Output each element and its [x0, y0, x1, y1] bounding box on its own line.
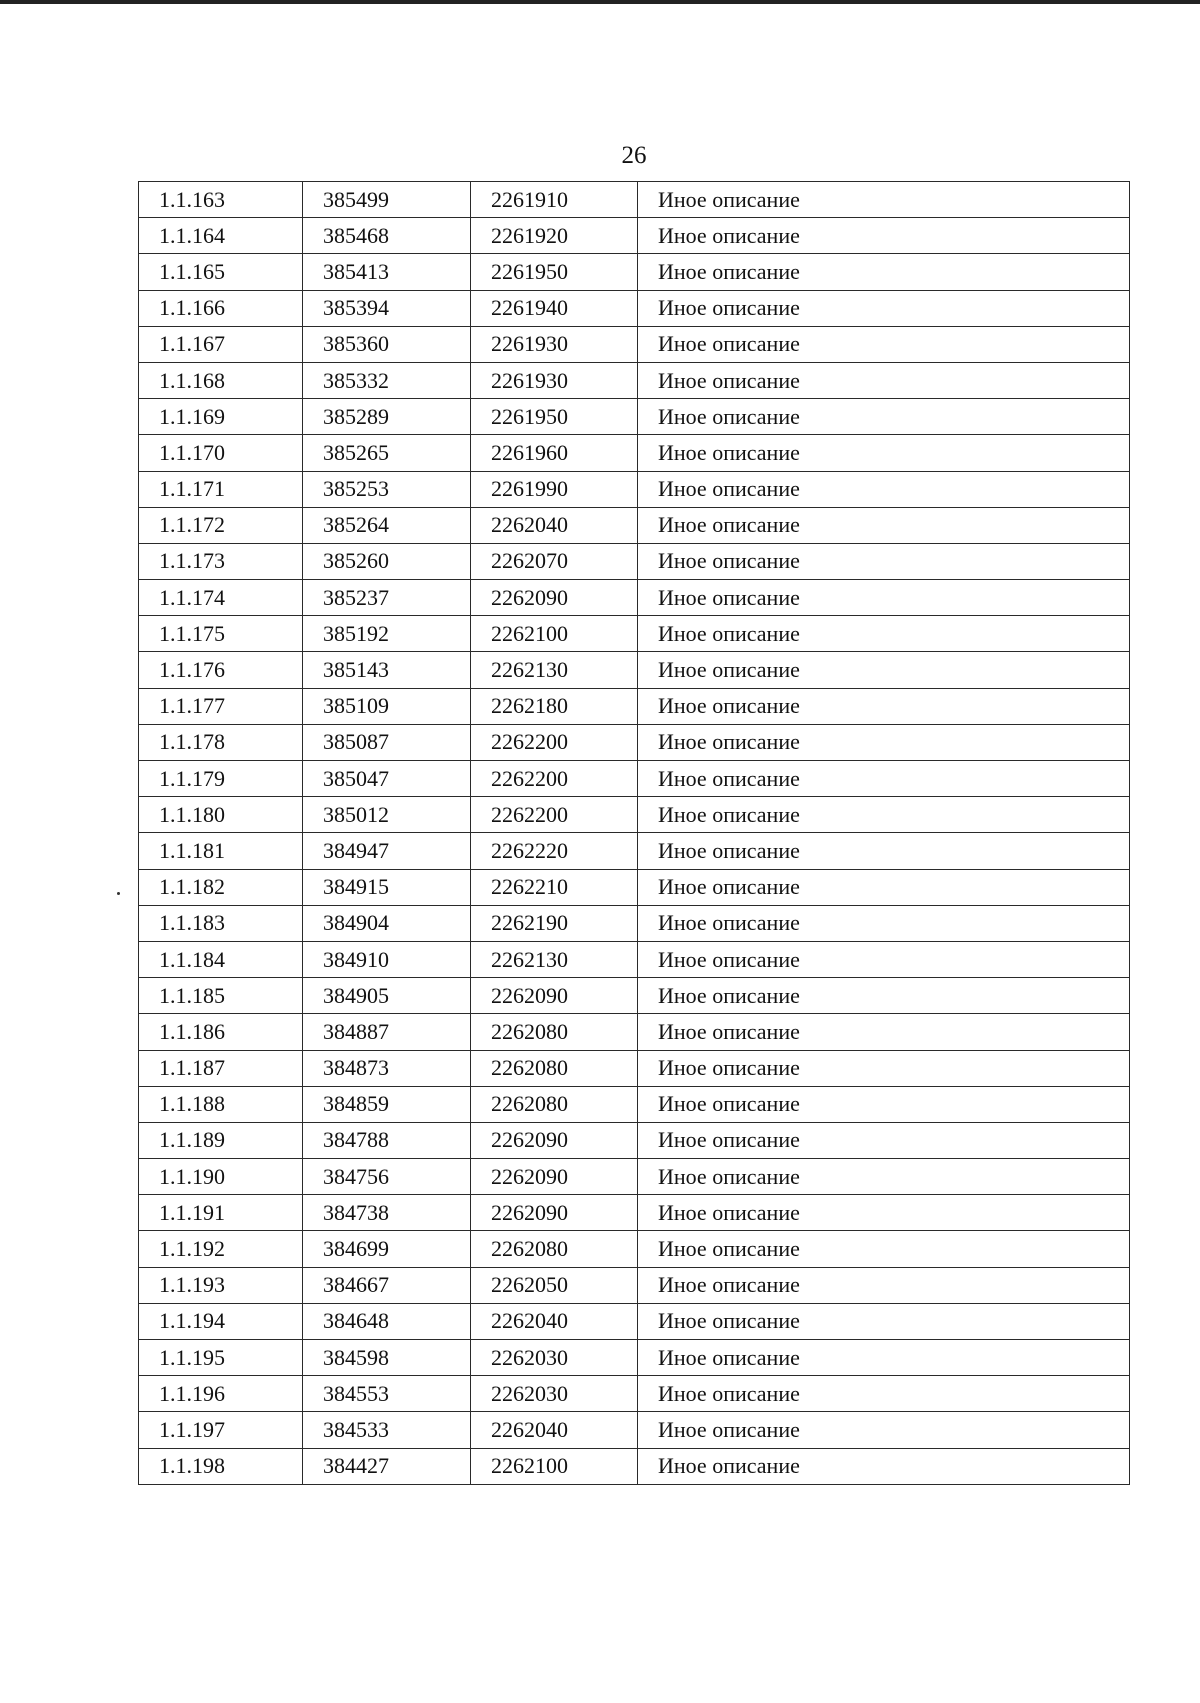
row-number-cell: 1.1.172	[139, 507, 303, 543]
row-number-cell: 1.1.180	[139, 797, 303, 833]
description-cell: Иное описание	[638, 1303, 1130, 1339]
description-cell: Иное описание	[638, 1122, 1130, 1158]
description-cell: Иное описание	[638, 1412, 1130, 1448]
y-coordinate-cell: 2262220	[471, 833, 638, 869]
y-coordinate-cell: 2262080	[471, 1231, 638, 1267]
y-coordinate-cell: 2262030	[471, 1340, 638, 1376]
x-coordinate-cell: 384533	[303, 1412, 471, 1448]
table-row	[139, 724, 1130, 760]
table-row	[139, 761, 1130, 797]
y-coordinate-cell: 2262190	[471, 905, 638, 941]
row-number-cell: 1.1.185	[139, 978, 303, 1014]
x-coordinate-cell: 385394	[303, 290, 471, 326]
x-coordinate-cell: 384738	[303, 1195, 471, 1231]
table-row	[139, 797, 1130, 833]
y-coordinate-cell: 2262080	[471, 1050, 638, 1086]
x-coordinate-cell: 384788	[303, 1122, 471, 1158]
y-coordinate-cell: 2261920	[471, 218, 638, 254]
description-cell: Иное описание	[638, 507, 1130, 543]
y-coordinate-cell: 2262050	[471, 1267, 638, 1303]
description-cell: Иное описание	[638, 543, 1130, 579]
description-cell: Иное описание	[638, 580, 1130, 616]
description-cell: Иное описание	[638, 869, 1130, 905]
row-number-cell: 1.1.184	[139, 941, 303, 977]
y-coordinate-cell: 2262070	[471, 543, 638, 579]
x-coordinate-cell: 385087	[303, 724, 471, 760]
x-coordinate-cell: 384756	[303, 1159, 471, 1195]
description-cell: Иное описание	[638, 435, 1130, 471]
row-number-cell: 1.1.176	[139, 652, 303, 688]
row-number-cell: 1.1.167	[139, 326, 303, 362]
x-coordinate-cell: 384553	[303, 1376, 471, 1412]
y-coordinate-cell: 2262200	[471, 724, 638, 760]
description-cell: Иное описание	[638, 833, 1130, 869]
x-coordinate-cell: 385264	[303, 507, 471, 543]
row-number-cell: 1.1.195	[139, 1340, 303, 1376]
description-cell: Иное описание	[638, 905, 1130, 941]
table-row	[139, 362, 1130, 398]
row-number-cell: 1.1.189	[139, 1122, 303, 1158]
y-coordinate-cell: 2262040	[471, 1412, 638, 1448]
description-cell: Иное описание	[638, 1014, 1130, 1050]
description-cell: Иное описание	[638, 1086, 1130, 1122]
row-number-cell: 1.1.163	[139, 182, 303, 218]
row-number-cell: 1.1.174	[139, 580, 303, 616]
x-coordinate-cell: 385047	[303, 761, 471, 797]
y-coordinate-cell: 2261910	[471, 182, 638, 218]
table-row	[139, 978, 1130, 1014]
x-coordinate-cell: 384915	[303, 869, 471, 905]
x-coordinate-cell: 384873	[303, 1050, 471, 1086]
x-coordinate-cell: 385289	[303, 399, 471, 435]
description-cell: Иное описание	[638, 1050, 1130, 1086]
x-coordinate-cell: 384947	[303, 833, 471, 869]
table-row	[139, 1303, 1130, 1339]
table-row	[139, 616, 1130, 652]
y-coordinate-cell: 2262040	[471, 1303, 638, 1339]
y-coordinate-cell: 2262090	[471, 1159, 638, 1195]
description-cell: Иное описание	[638, 652, 1130, 688]
x-coordinate-cell: 385360	[303, 326, 471, 362]
x-coordinate-cell: 385253	[303, 471, 471, 507]
description-cell: Иное описание	[638, 1231, 1130, 1267]
y-coordinate-cell: 2262100	[471, 616, 638, 652]
table-row	[139, 1376, 1130, 1412]
table-row	[139, 1050, 1130, 1086]
x-coordinate-cell: 384859	[303, 1086, 471, 1122]
table-row	[139, 507, 1130, 543]
y-coordinate-cell: 2262200	[471, 761, 638, 797]
description-cell: Иное описание	[638, 1195, 1130, 1231]
row-number-cell: 1.1.182	[139, 869, 303, 905]
row-number-cell: 1.1.198	[139, 1448, 303, 1484]
scan-border	[0, 0, 1200, 4]
row-number-cell: 1.1.187	[139, 1050, 303, 1086]
x-coordinate-cell: 385332	[303, 362, 471, 398]
description-cell: Иное описание	[638, 761, 1130, 797]
x-coordinate-cell: 385143	[303, 652, 471, 688]
scan-speck	[117, 892, 120, 895]
x-coordinate-cell: 384905	[303, 978, 471, 1014]
y-coordinate-cell: 2262090	[471, 580, 638, 616]
table-row	[139, 905, 1130, 941]
row-number-cell: 1.1.171	[139, 471, 303, 507]
page-number: 26	[621, 142, 647, 169]
table-row	[139, 1448, 1130, 1484]
description-cell: Иное описание	[638, 1376, 1130, 1412]
row-number-cell: 1.1.190	[139, 1159, 303, 1195]
table-row	[139, 652, 1130, 688]
table-row	[139, 1195, 1130, 1231]
description-cell: Иное описание	[638, 362, 1130, 398]
row-number-cell: 1.1.170	[139, 435, 303, 471]
y-coordinate-cell: 2262030	[471, 1376, 638, 1412]
y-coordinate-cell: 2262100	[471, 1448, 638, 1484]
x-coordinate-cell: 384904	[303, 905, 471, 941]
table-row	[139, 941, 1130, 977]
x-coordinate-cell: 385468	[303, 218, 471, 254]
table-row	[139, 182, 1130, 218]
y-coordinate-cell: 2262090	[471, 1122, 638, 1158]
table-row	[139, 254, 1130, 290]
row-number-cell: 1.1.197	[139, 1412, 303, 1448]
row-number-cell: 1.1.191	[139, 1195, 303, 1231]
table-row	[139, 399, 1130, 435]
y-coordinate-cell: 2261950	[471, 399, 638, 435]
x-coordinate-cell: 385237	[303, 580, 471, 616]
description-cell: Иное описание	[638, 941, 1130, 977]
x-coordinate-cell: 385192	[303, 616, 471, 652]
description-cell: Иное описание	[638, 182, 1130, 218]
description-cell: Иное описание	[638, 290, 1130, 326]
description-cell: Иное описание	[638, 1267, 1130, 1303]
x-coordinate-cell: 384910	[303, 941, 471, 977]
table-row	[139, 688, 1130, 724]
y-coordinate-cell: 2262080	[471, 1014, 638, 1050]
table-row	[139, 580, 1130, 616]
description-cell: Иное описание	[638, 688, 1130, 724]
table-row	[139, 290, 1130, 326]
row-number-cell: 1.1.193	[139, 1267, 303, 1303]
table-row	[139, 1231, 1130, 1267]
table-row	[139, 435, 1130, 471]
x-coordinate-cell: 384699	[303, 1231, 471, 1267]
y-coordinate-cell: 2262090	[471, 978, 638, 1014]
row-number-cell: 1.1.166	[139, 290, 303, 326]
y-coordinate-cell: 2261990	[471, 471, 638, 507]
row-number-cell: 1.1.169	[139, 399, 303, 435]
coordinates-table	[138, 181, 1130, 1485]
table-row	[139, 1267, 1130, 1303]
table-row	[139, 1340, 1130, 1376]
row-number-cell: 1.1.164	[139, 218, 303, 254]
y-coordinate-cell: 2262200	[471, 797, 638, 833]
y-coordinate-cell: 2262180	[471, 688, 638, 724]
row-number-cell: 1.1.183	[139, 905, 303, 941]
y-coordinate-cell: 2261960	[471, 435, 638, 471]
row-number-cell: 1.1.165	[139, 254, 303, 290]
row-number-cell: 1.1.181	[139, 833, 303, 869]
y-coordinate-cell: 2262130	[471, 941, 638, 977]
x-coordinate-cell: 385413	[303, 254, 471, 290]
y-coordinate-cell: 2261930	[471, 362, 638, 398]
x-coordinate-cell: 384598	[303, 1340, 471, 1376]
x-coordinate-cell: 384648	[303, 1303, 471, 1339]
x-coordinate-cell: 385499	[303, 182, 471, 218]
x-coordinate-cell: 384667	[303, 1267, 471, 1303]
table-row	[139, 1014, 1130, 1050]
row-number-cell: 1.1.177	[139, 688, 303, 724]
description-cell: Иное описание	[638, 616, 1130, 652]
row-number-cell: 1.1.196	[139, 1376, 303, 1412]
row-number-cell: 1.1.173	[139, 543, 303, 579]
description-cell: Иное описание	[638, 1448, 1130, 1484]
row-number-cell: 1.1.178	[139, 724, 303, 760]
table-row	[139, 833, 1130, 869]
x-coordinate-cell: 385260	[303, 543, 471, 579]
row-number-cell: 1.1.194	[139, 1303, 303, 1339]
table-row	[139, 1412, 1130, 1448]
table-row	[139, 218, 1130, 254]
y-coordinate-cell: 2261930	[471, 326, 638, 362]
row-number-cell: 1.1.192	[139, 1231, 303, 1267]
x-coordinate-cell: 385012	[303, 797, 471, 833]
description-cell: Иное описание	[638, 724, 1130, 760]
description-cell: Иное описание	[638, 978, 1130, 1014]
description-cell: Иное описание	[638, 797, 1130, 833]
description-cell: Иное описание	[638, 1340, 1130, 1376]
y-coordinate-cell: 2261950	[471, 254, 638, 290]
row-number-cell: 1.1.175	[139, 616, 303, 652]
x-coordinate-cell: 385265	[303, 435, 471, 471]
description-cell: Иное описание	[638, 218, 1130, 254]
row-number-cell: 1.1.179	[139, 761, 303, 797]
row-number-cell: 1.1.188	[139, 1086, 303, 1122]
description-cell: Иное описание	[638, 1159, 1130, 1195]
table-row	[139, 1159, 1130, 1195]
y-coordinate-cell: 2262080	[471, 1086, 638, 1122]
x-coordinate-cell: 384887	[303, 1014, 471, 1050]
table-row	[139, 543, 1130, 579]
table-row	[139, 869, 1130, 905]
description-cell: Иное описание	[638, 326, 1130, 362]
table-row	[139, 471, 1130, 507]
y-coordinate-cell: 2262090	[471, 1195, 638, 1231]
y-coordinate-cell: 2261940	[471, 290, 638, 326]
y-coordinate-cell: 2262210	[471, 869, 638, 905]
table-body	[139, 182, 1130, 1485]
description-cell: Иное описание	[638, 399, 1130, 435]
y-coordinate-cell: 2262040	[471, 507, 638, 543]
description-cell: Иное описание	[638, 471, 1130, 507]
x-coordinate-cell: 384427	[303, 1448, 471, 1484]
y-coordinate-cell: 2262130	[471, 652, 638, 688]
row-number-cell: 1.1.186	[139, 1014, 303, 1050]
x-coordinate-cell: 385109	[303, 688, 471, 724]
table-row	[139, 326, 1130, 362]
table-row	[139, 1086, 1130, 1122]
description-cell: Иное описание	[638, 254, 1130, 290]
row-number-cell: 1.1.168	[139, 362, 303, 398]
table-row	[139, 1122, 1130, 1158]
